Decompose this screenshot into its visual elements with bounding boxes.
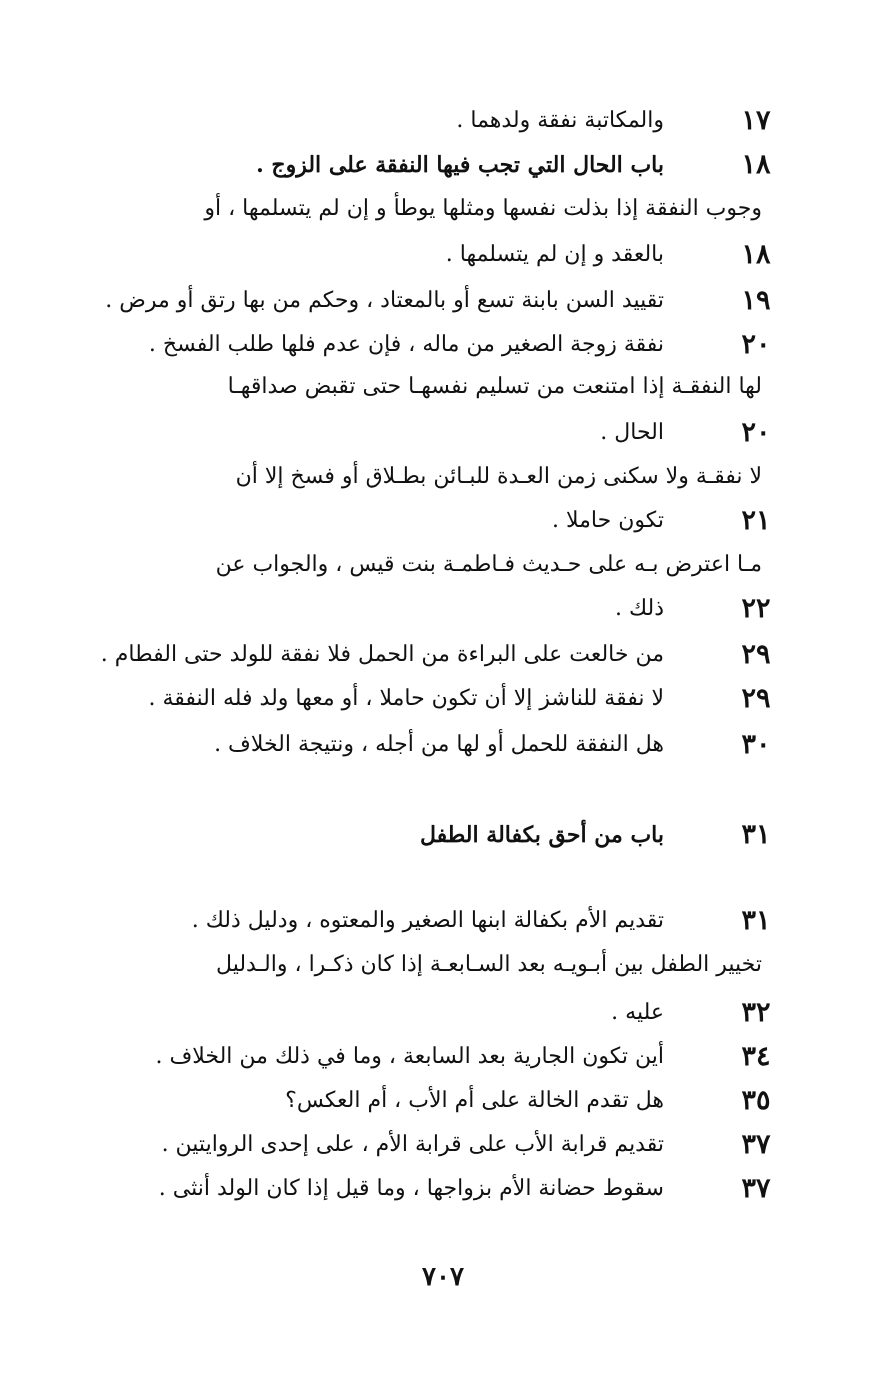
page-ref: ٣٢: [741, 997, 771, 1028]
page-ref: ٢٠: [741, 329, 771, 360]
entry-text: لها النفقـة إذا امتنعت من تسليم نفسهـا حتى تقبض صداقهـا: [227, 374, 762, 399]
entry-text: هل النفقة للحمل أو لها من أجله ، ونتيجة الخلاف .: [214, 732, 664, 757]
page-ref: ٣٠: [741, 729, 771, 760]
entry-text: وجوب النفقة إذا بذلت نفسها ومثلها يوطأ و إن لم يتسلمها ، أو: [204, 196, 762, 221]
index-entry: [0, 542, 886, 588]
page-number: ٧٠٧: [422, 1262, 464, 1292]
entry-text: عليه .: [611, 1000, 664, 1025]
entry-text: أين تكون الجارية بعد السابعة ، وما في ذلك من الخلاف .: [155, 1044, 664, 1069]
index-entry: [0, 1034, 886, 1080]
section-heading: باب من أحق بكفالة الطفل: [419, 822, 664, 848]
page-ref: ٣١: [741, 905, 771, 936]
page-ref: ٢٩: [741, 639, 771, 670]
page-ref: ١٩: [741, 285, 771, 316]
entry-text: من خالعت على البراءة من الحمل فلا نفقة للولد حتى الفطام .: [100, 642, 664, 667]
index-entry: [0, 454, 886, 500]
entry-text: تقديم الأم بكفالة ابنها الصغير والمعتوه ، ودليل ذلك .: [191, 908, 664, 933]
entry-text: هل تقدم الخالة على أم الأب ، أم العكس؟: [285, 1088, 664, 1113]
entry-text: تقييد السن بابنة تسع أو بالمعتاد ، وحكم من بها رتق أو مرض .: [105, 288, 664, 313]
index-entry: [0, 722, 886, 768]
index-entry: [0, 676, 886, 722]
entry-text: لا نفقة للناشز إلا أن تكون حاملا ، أو معها ولد فله النفقة .: [148, 686, 664, 711]
entry-text: بالعقد و إن لم يتسلمها .: [445, 242, 664, 267]
index-entry: [0, 632, 886, 678]
index-entry: [0, 898, 886, 944]
index-entry: [0, 410, 886, 456]
entry-text: ذلك .: [614, 596, 664, 621]
index-entry: [0, 990, 886, 1036]
section-heading-entry: [0, 812, 886, 858]
entry-text: مـا اعترض بـه على حـديث فـاطمـة بنت قيس ، والجواب عن: [215, 552, 762, 577]
entry-text: تكون حاملا .: [552, 508, 664, 533]
page-ref: ١٨: [741, 149, 771, 180]
page-ref: ٣٧: [741, 1173, 771, 1204]
page-ref: ٣٤: [741, 1041, 771, 1072]
entry-text: تخيير الطفل بين أبـويـه بعد السـابعـة إذا كان ذكـرا ، والـدليل: [216, 952, 762, 977]
entry-text: الحال .: [600, 420, 664, 445]
page-ref: ١٨: [741, 239, 771, 270]
entry-text: والمكاتبة نفقة ولدهما .: [456, 108, 664, 133]
index-entry: [0, 98, 886, 144]
entry-text: تقديم قرابة الأب على قرابة الأم ، على إحدى الروايتين .: [161, 1132, 664, 1157]
index-entry: [0, 278, 886, 324]
page-ref: ٢٩: [741, 683, 771, 714]
page-ref: ٣٧: [741, 1129, 771, 1160]
entry-text: نفقة زوجة الصغير من ماله ، فإن عدم فلها طلب الفسخ .: [148, 332, 664, 357]
section-heading: باب الحال التي تجب فيها النفقة على الزوج .: [256, 152, 664, 178]
page-ref: ٣٥: [741, 1085, 771, 1116]
index-entry: [0, 364, 886, 410]
page-ref: ٢٠: [741, 417, 771, 448]
page-ref: ٢١: [741, 505, 771, 536]
index-entry: [0, 942, 886, 988]
page-ref: ٢٢: [741, 593, 771, 624]
index-entry: [0, 1122, 886, 1168]
index-entry: [0, 186, 886, 232]
index-entry: [0, 232, 886, 278]
entry-text: لا نفقـة ولا سكنى زمن العـدة للبـائن بطـلاق أو فسخ إلا أن: [235, 464, 762, 489]
section-heading-entry: [0, 142, 886, 188]
page-ref: ١٧: [741, 105, 771, 136]
index-entry: [0, 498, 886, 544]
index-entry: [0, 586, 886, 632]
index-entry: [0, 1166, 886, 1212]
index-entry: [0, 1078, 886, 1124]
index-entry: [0, 322, 886, 368]
page-ref: ٣١: [741, 819, 771, 850]
entry-text: سقوط حضانة الأم بزواجها ، وما قيل إذا كان الولد أنثى .: [158, 1176, 664, 1201]
